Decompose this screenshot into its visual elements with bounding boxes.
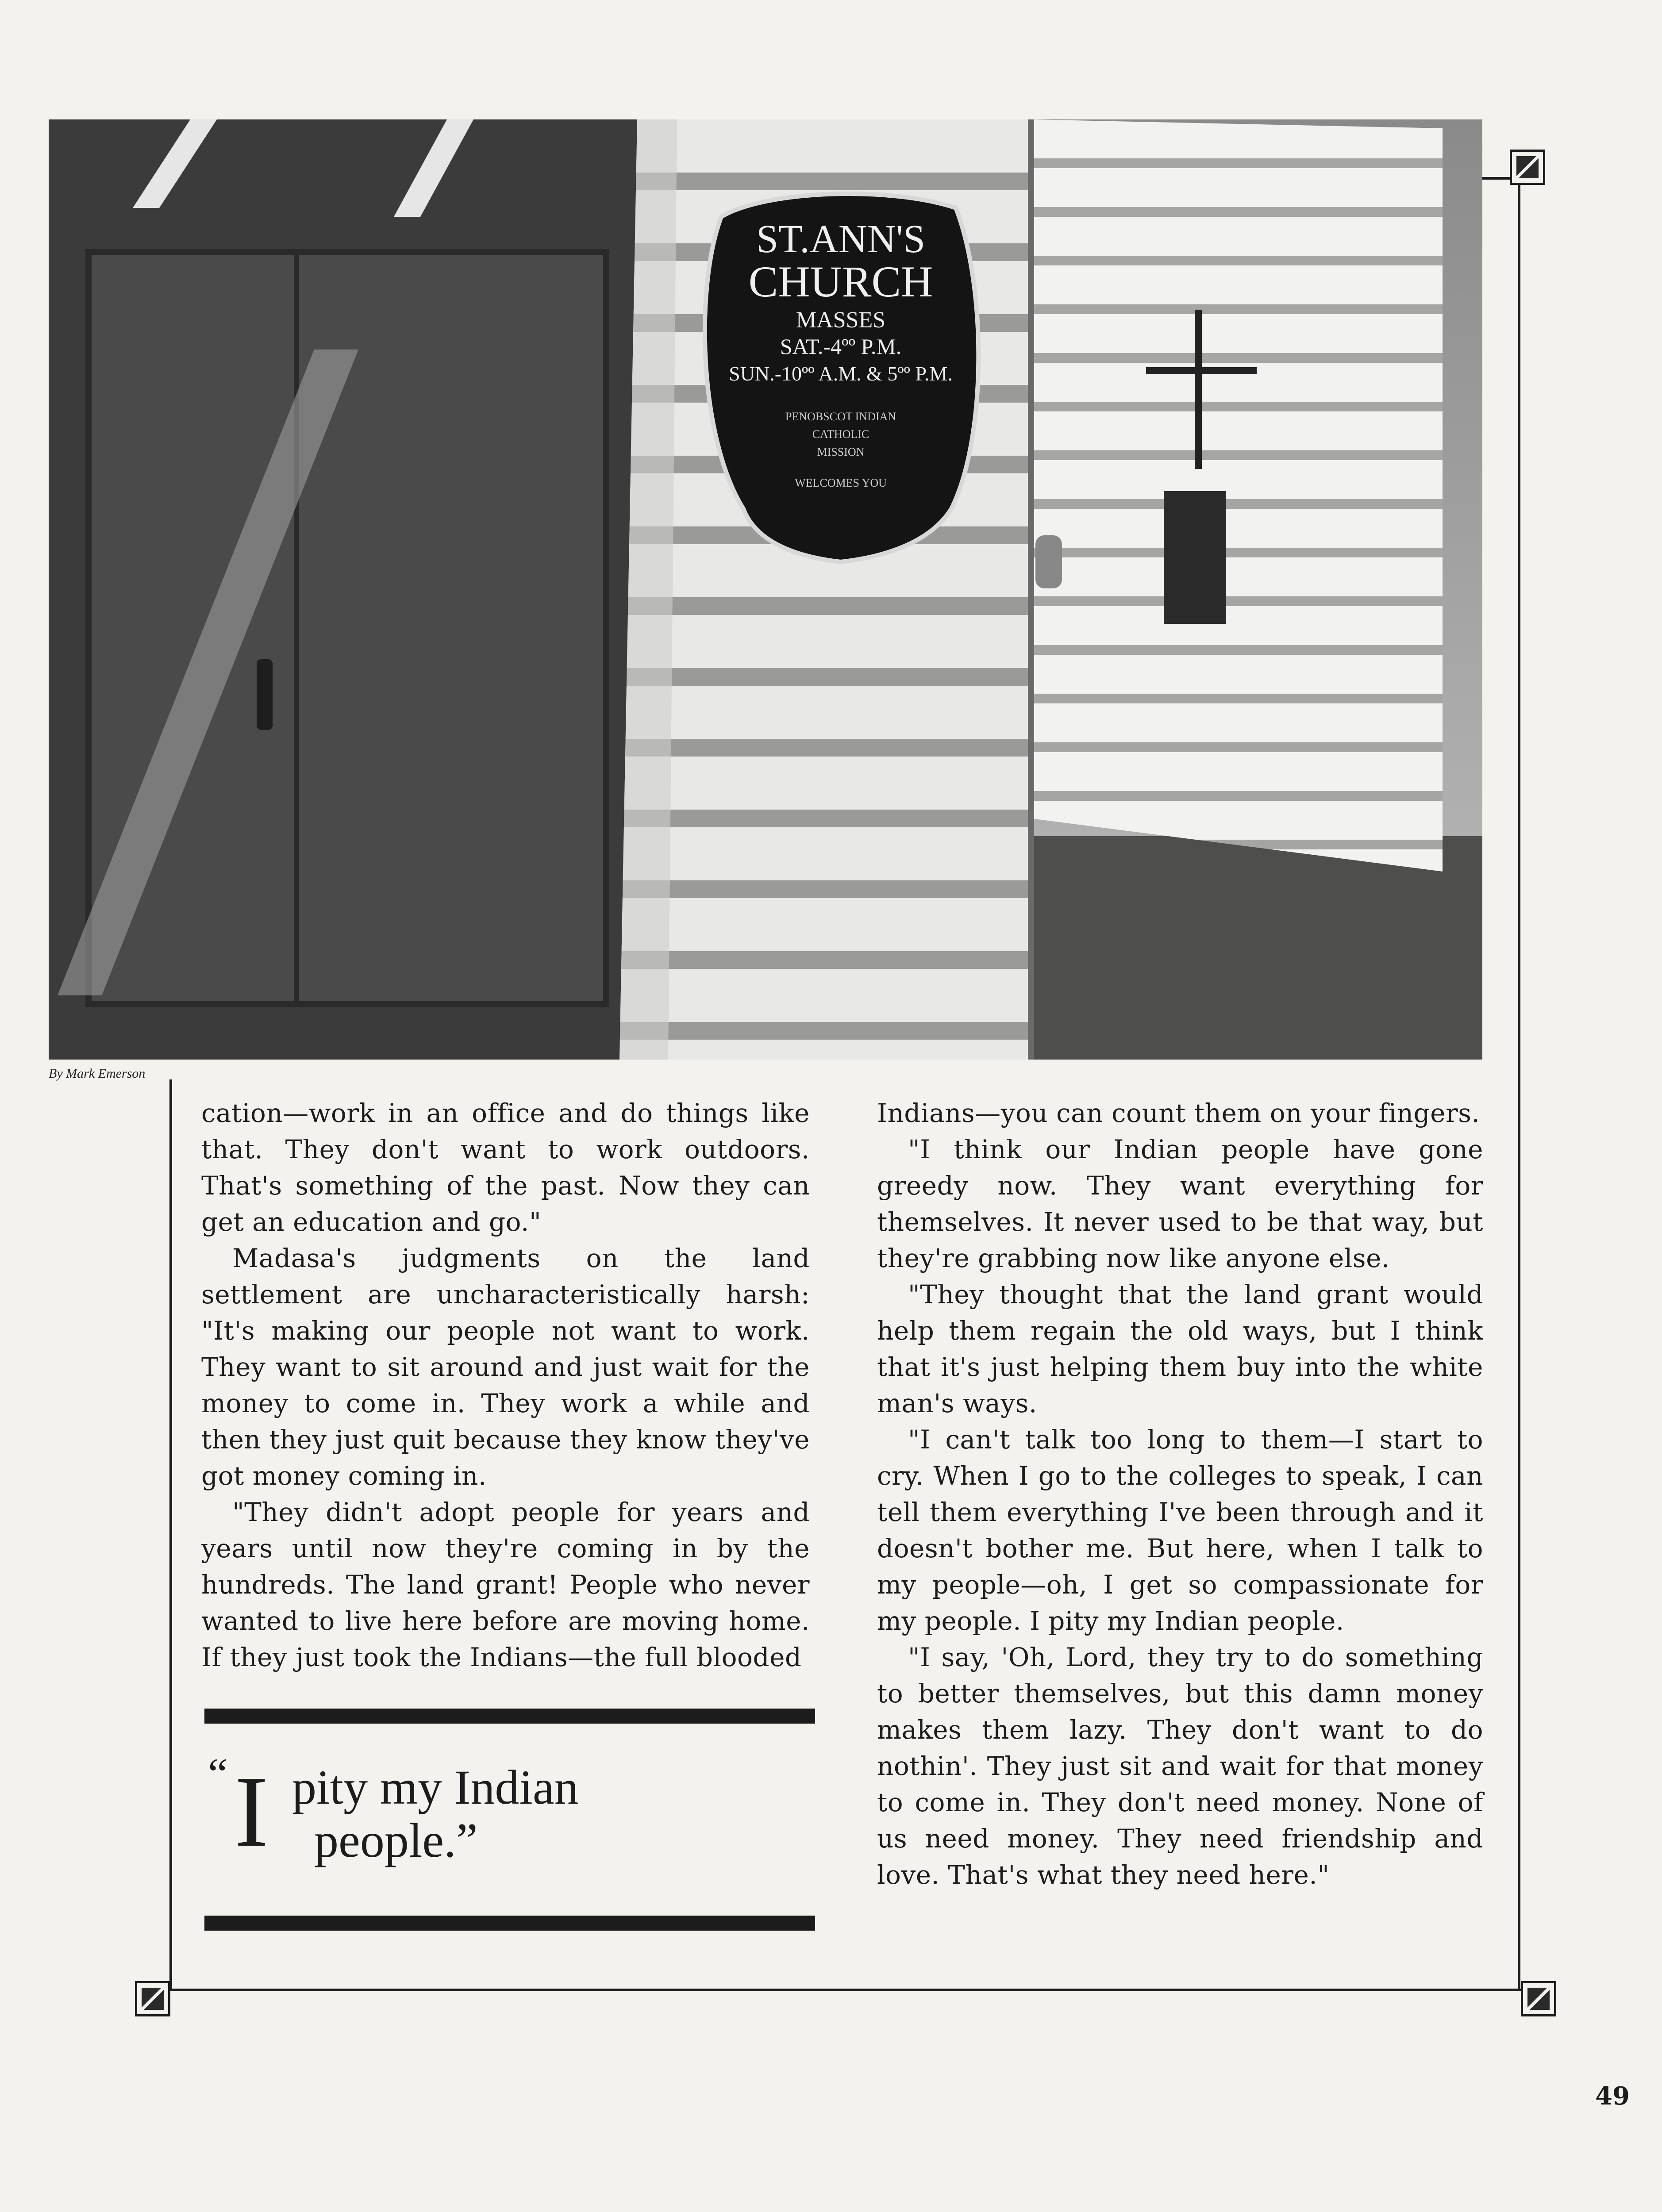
pull-quote-line-2: people.”: [314, 1813, 478, 1867]
right-paragraph: "I think our Indian people have gone greedy now. They want everything for themselves. It never used to be that way, but they're grabbing now like anyone else.: [877, 1134, 1483, 1273]
right-column: [877, 1095, 1483, 1893]
corner-ornament-top-right: [1510, 150, 1545, 185]
photo-credit: By Mark Emerson: [49, 1066, 146, 1081]
right-paragraph: "They thought that the land grant would help them regain the old ways, but I think that it's just helping them buy into the white man's ways.: [877, 1279, 1483, 1418]
sign-saturday: SAT.-4ºº P.M.: [780, 334, 902, 359]
page-number: 49: [1595, 2081, 1630, 2111]
cross-icon: [1195, 310, 1202, 469]
sign-name: ST.ANN'S: [756, 217, 926, 261]
corner-ornament-bottom-right: [1521, 1981, 1556, 2016]
sign-mission: MISSION: [817, 445, 865, 458]
right-paragraph: "I can't talk too long to them—I start to cry. When I go to the colleges to speak, I can tell them everything I've been through and it doesn't bother me. But here, when I talk to my people—oh, I get so compassionate for my people. I pity my Indian people.: [877, 1425, 1483, 1636]
sign-mission-name: PENOBSCOT INDIAN: [785, 410, 896, 423]
sign-church: CHURCH: [748, 257, 933, 306]
pull-quote-line-1: pity my Indian: [292, 1760, 579, 1814]
sign-catholic: CATHOLIC: [812, 428, 869, 441]
church-siding-right: [1031, 119, 1443, 872]
left-paragraph: "They didn't adopt people for years and years until now they're coming in by the hundreds. The land grant! People who never wanted to live here before are moving home. If they just took the Indians—the full blooded: [201, 1497, 810, 1672]
sign-sunday: SUN.-10ºº A.M. & 5ºº P.M.: [729, 362, 953, 385]
left-paragraph: Madasa's judgments on the land settlement are uncharacteristically harsh: "It's making our people not want to work. They want to sit around and just wait for the money to come in. They work a while and then they just quit because they know they've got money coming in.: [201, 1243, 810, 1491]
grass: [1022, 836, 1482, 1060]
right-paragraph: "I say, 'Oh, Lord, they try to do something to better themselves, but this damn money makes them lazy. They don't want to do nothin'. They just sit and wait for that money to come in. They don't need money. None of us need money. They need friendship and love. That's what they need here.": [877, 1642, 1483, 1890]
right-paragraph: Indians—you can count them on your fingers.: [877, 1098, 1480, 1128]
pull-quote-open-mark: “: [208, 1749, 228, 1798]
corner-ornament-bottom-left: [135, 1981, 170, 2016]
sign-masses: MASSES: [796, 307, 886, 333]
pull-quote-initial: I: [235, 1755, 269, 1868]
church-photograph: [49, 119, 1482, 1060]
sign-welcome: WELCOMES YOU: [795, 476, 887, 489]
pull-quote-top-rule: [204, 1709, 815, 1724]
door-handle: [257, 659, 273, 730]
church-photo-illustration: [49, 119, 1482, 1060]
church-sign: [705, 194, 978, 562]
light-fixture: [1035, 535, 1062, 588]
plaque: [1164, 491, 1226, 624]
frame-left-line: [169, 1079, 172, 1991]
left-column: [201, 1095, 810, 1675]
pull-quote-bottom-rule: [204, 1916, 815, 1931]
frame-right-line: [1518, 177, 1520, 1991]
frame-bottom-line: [169, 1989, 1550, 1991]
left-paragraph: cation—work in an office and do things like that. They don't want to work outdoors. That's something of the past. Now they can get an education and go.": [201, 1098, 810, 1237]
